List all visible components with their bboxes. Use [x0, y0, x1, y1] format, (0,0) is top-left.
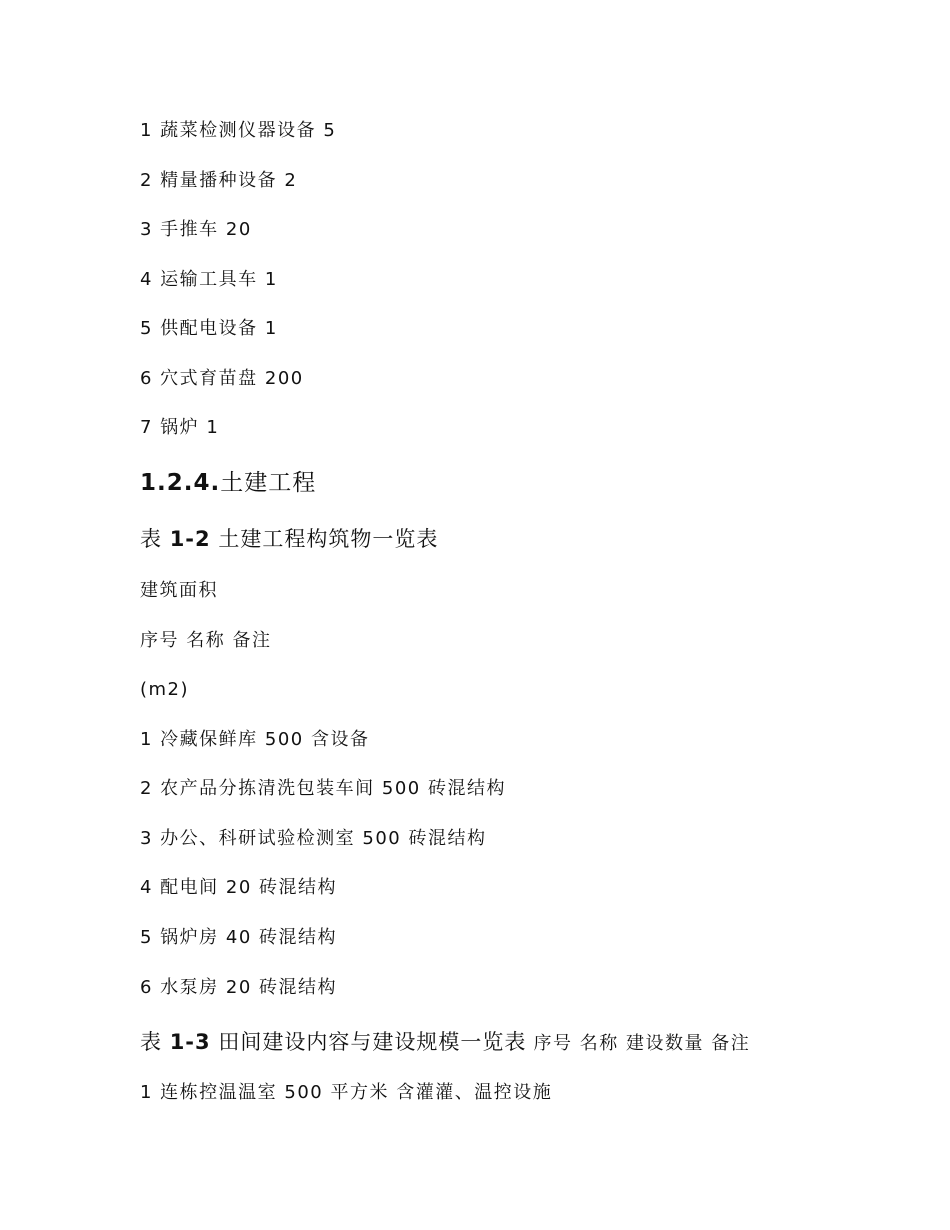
- equipment-row: 6 穴式育苗盘 200: [140, 368, 304, 389]
- table-row: 2 农产品分拣清洗包装车间 500 砖混结构: [140, 778, 506, 799]
- table-row: 1 连栋控温温室 500 平方米 含灌灌、温控设施: [140, 1082, 553, 1103]
- section-heading-number: 1.2.4.: [140, 470, 221, 496]
- table-caption-1-2: [140, 525, 438, 553]
- table-header-unit: (m2): [140, 679, 190, 700]
- caption-number: 1-2: [169, 527, 211, 551]
- equipment-row: 3 手推车 20: [140, 219, 252, 240]
- equipment-row: 7 锅炉 1: [140, 417, 220, 438]
- table-row: 3 办公、科研试验检测室 500 砖混结构: [140, 828, 487, 849]
- equipment-row: 1 蔬菜检测仪器设备 5: [140, 120, 337, 141]
- section-heading-title: 土建工程: [220, 470, 317, 496]
- table-header-area: 建筑面积: [140, 580, 218, 601]
- caption-title: 土建工程构筑物一览表: [210, 527, 439, 551]
- table-row: 4 配电间 20 砖混结构: [140, 877, 338, 898]
- table-row: 1 冷藏保鲜库 500 含设备: [140, 729, 370, 750]
- table-header-columns: 序号 名称 建设数量 备注: [526, 1033, 751, 1054]
- caption-prefix: 表: [140, 527, 170, 551]
- section-heading: [140, 468, 316, 498]
- caption-prefix: 表: [140, 1030, 170, 1054]
- table-caption-1-3: [140, 1028, 750, 1058]
- equipment-row: 4 运输工具车 1: [140, 269, 278, 290]
- table-row: 6 水泵房 20 砖混结构: [140, 977, 338, 998]
- table-header-columns: 序号 名称 备注: [140, 630, 272, 651]
- table-row: 5 锅炉房 40 砖混结构: [140, 927, 338, 948]
- caption-title: 田间建设内容与建设规模一览表: [210, 1030, 527, 1054]
- equipment-row: 2 精量播种设备 2: [140, 170, 298, 191]
- caption-number: 1-3: [169, 1030, 211, 1054]
- equipment-row: 5 供配电设备 1: [140, 318, 278, 339]
